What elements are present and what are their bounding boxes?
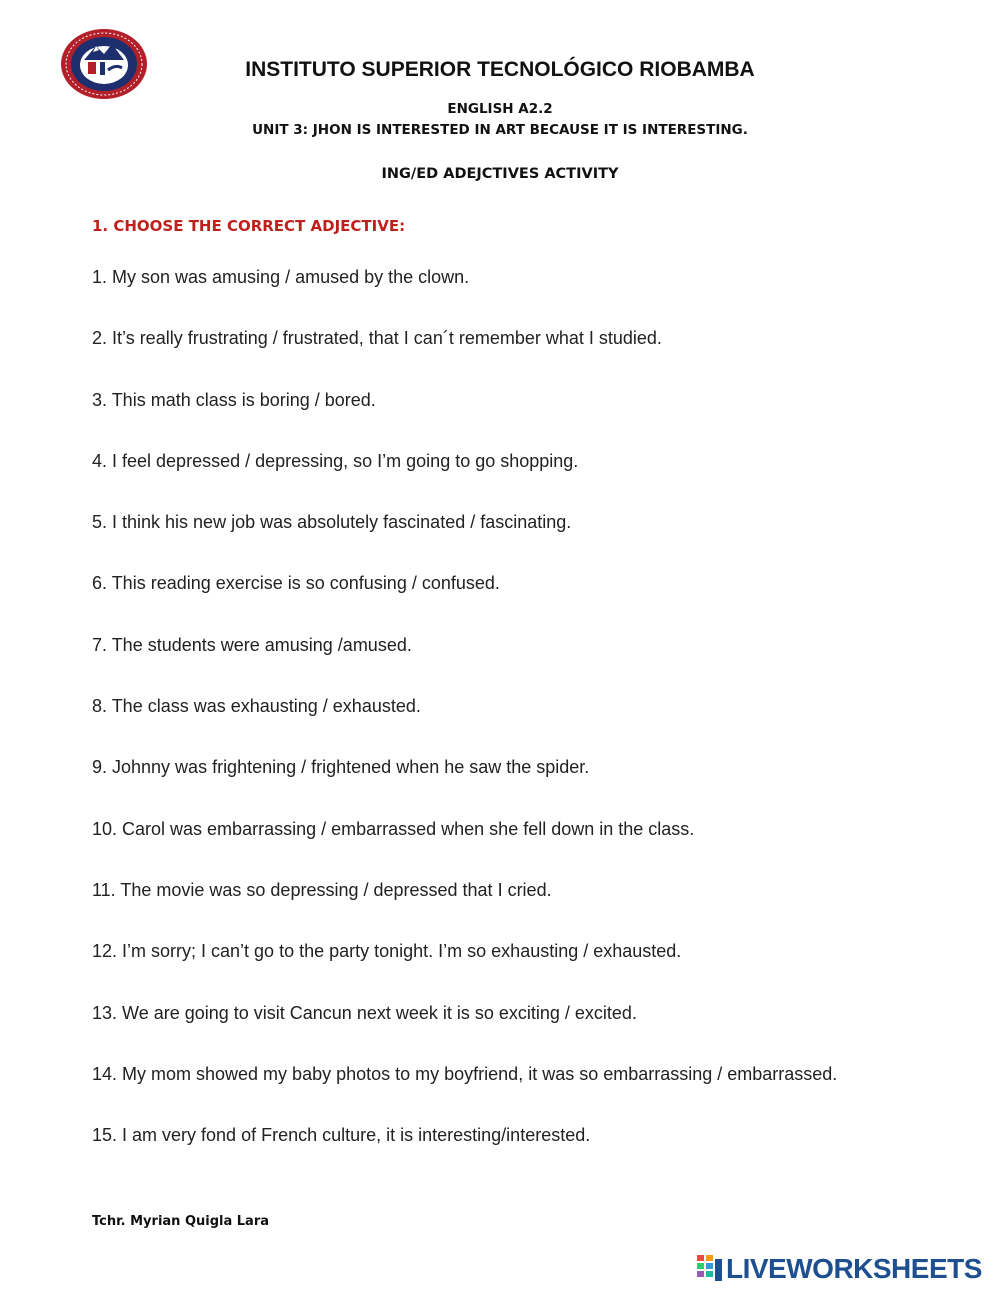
liveworksheets-logo[interactable] [697, 1254, 982, 1284]
question-item: 10. Carol was embarrassing / embarrassed when she fell down in the class. [92, 818, 695, 839]
unit-title: UNIT 3: JHON IS INTERESTED IN ART BECAUSE IT IS INTERESTING. [252, 122, 748, 138]
liveworksheets-icon [697, 1255, 723, 1283]
question-item: 3. This math class is boring / bored. [92, 389, 376, 410]
question-item: 12. I’m sorry; I can’t go to the party tonight. I’m so exhausting / exhausted. [92, 941, 682, 962]
question-item: 15. I am very fond of French culture, it is interesting/interested. [92, 1125, 591, 1146]
question-item: 4. I feel depressed / depressing, so I’m going to go shopping. [92, 450, 579, 471]
question-item: 14. My mom showed my baby photos to my boyfriend, it was so embarrassing / embarrassed. [92, 1063, 838, 1084]
question-item: 13. We are going to visit Cancun next week it is so exciting / excited. [92, 1002, 637, 1023]
activity-title: ING/ED ADEJCTIVES ACTIVITY [381, 166, 619, 182]
question-item: 6. This reading exercise is so confusing / confused. [92, 573, 500, 594]
question-item: 2. It’s really frustrating / frustrated, that I can´t remember what I studied. [92, 328, 662, 349]
question-item: 7. The students were amusing /amused. [92, 634, 412, 655]
brand-name: LIVEWORKSHEETS [726, 1253, 982, 1284]
question-list [92, 267, 837, 1186]
exercise-instruction: 1. CHOOSE THE CORRECT ADJECTIVE: [92, 217, 406, 235]
course-name: ENGLISH A2.2 [447, 101, 553, 117]
institution-title: INSTITUTO SUPERIOR TECNOLÓGICO RIOBAMBA [245, 58, 755, 81]
question-item: 5. I think his new job was absolutely fascinated / fascinating. [92, 512, 572, 533]
question-item: 11. The movie was so depressing / depressed that I cried. [92, 879, 552, 900]
question-item: 8. The class was exhausting / exhausted. [92, 696, 421, 717]
question-item: 1. My son was amusing / amused by the clown. [92, 267, 470, 287]
teacher-name: Tchr. Myrian Quigla Lara [92, 1214, 270, 1229]
question-item: 9. Johnny was frightening / frightened when he saw the spider. [92, 757, 590, 778]
